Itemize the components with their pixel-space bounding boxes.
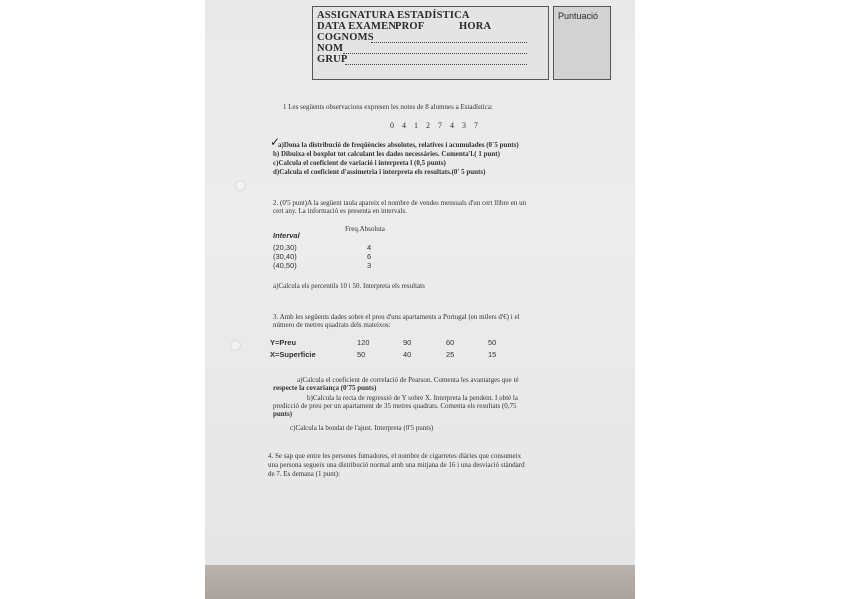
q3-x-value: 40 (403, 350, 412, 359)
name-label: NOM (317, 43, 344, 54)
q1-intro: 1 Les següents observacions expresen les notes de 8 alumnes a Estadística: (283, 103, 493, 111)
student-info-box (312, 6, 549, 80)
q3-a-line1: a)Calcula el coeficient de correlació de Pearson. Comenta les avantatges que té (297, 376, 519, 384)
q2-a: a)Calcula els percentils 10 i 50. Interpreta els resultats (273, 282, 425, 290)
exam-date-label: DATA EXAMEN (317, 21, 397, 32)
group-label: GRUP (317, 54, 348, 65)
q3-x-label: X=Superficie (270, 350, 316, 359)
q3-x-value: 50 (357, 350, 366, 359)
q3-y-value: 60 (446, 338, 455, 347)
q4-line3: de 7. Es demana (1 punt): (268, 470, 340, 478)
q1-data: 0 4 1 2 7 4 3 7 (390, 121, 481, 130)
group-field (345, 64, 527, 65)
time-label: HORA (459, 21, 492, 32)
q2-row-freq: 6 (367, 252, 372, 261)
q2-line1: 2. (0'5 punt)A la següent taula apareix el nombre de vendes mensuals d'un cert llibre en un (273, 199, 527, 207)
background (635, 0, 848, 599)
q3-line2: número de metres quadrats dels mateixos: (273, 321, 391, 329)
q2-line2: cert any. La informació es presenta en intervals. (273, 207, 407, 215)
q3-y-label: Y=Preu (270, 338, 297, 347)
desk-surface (205, 565, 637, 599)
q4-line2: una persona segueix una distribució normal amb una mitjana de 16 i una desviació stàndard (268, 461, 525, 469)
punch-hole-top (235, 180, 246, 191)
professor-label: PROF (395, 21, 425, 32)
q2-col-interval: Interval (273, 231, 300, 240)
score-box (553, 6, 611, 80)
q2-row-freq: 4 (367, 243, 372, 252)
q2-row-interval: (20,30) (273, 243, 297, 252)
q3-a-line2: respecte la covariança (0'75 punts) (273, 384, 377, 392)
q3-y-value: 90 (403, 338, 412, 347)
q3-x-value: 25 (446, 350, 455, 359)
q3-b-line2: predicció de preu per un apartament de 35 metres quadrats. Comenta els resultats (0,75 (273, 402, 517, 410)
q3-y-value: 120 (357, 338, 370, 347)
q1-c: c)Calcula el coeficient de variació i interpreta l (0,5 punts) (273, 159, 446, 167)
name-field (343, 53, 527, 54)
q3-b-line1: b)Calcula la recta de regressió de Y sobre X. Interpreta la pendent. I obté la (307, 394, 518, 402)
q3-c: c)Calcula la bondat de l'ajust. Interpreta (0'5 punts) (290, 424, 434, 432)
check-mark-icon: ✓ (270, 135, 281, 149)
q1-a: a)Dona la distribució de freqüències absolutes, relatives i acumulades (0´5 punts) (278, 141, 519, 149)
q2-row-interval: (30,40) (273, 252, 297, 261)
surname-field (371, 42, 527, 43)
q1-b: b) Dibuixa el boxplot tot calculant les dades necessàries. Comenta'l.( 1 punt) (273, 150, 500, 158)
q3-y-value: 50 (488, 338, 497, 347)
q4-line1: 4. Se sap que entre les persones fumadores, el nombre de cigarretes diàries que consumeix (268, 452, 522, 460)
punch-hole-bottom (230, 340, 241, 351)
q3-line1: 3. Amb les següents dades sobre el preu d'uns apartaments a Portugal (en milers d'€) i el (273, 313, 520, 321)
q3-x-value: 15 (488, 350, 497, 359)
q1-d: d)Calcula el coeficient d'assimetria i interpreta els resultats.(0' 5 punts) (273, 168, 486, 176)
q2-row-freq: 3 (367, 261, 372, 270)
subject-label: ASSIGNATURA ESTADÍSTICA (317, 10, 470, 21)
q3-b-line3: punts) (273, 410, 293, 418)
q2-row-interval: (40,50) (273, 261, 297, 270)
score-label: Puntuació (558, 11, 599, 21)
surname-label: COGNOMS (317, 32, 374, 43)
q2-col-freq: Freq.Absoluta (345, 225, 385, 233)
